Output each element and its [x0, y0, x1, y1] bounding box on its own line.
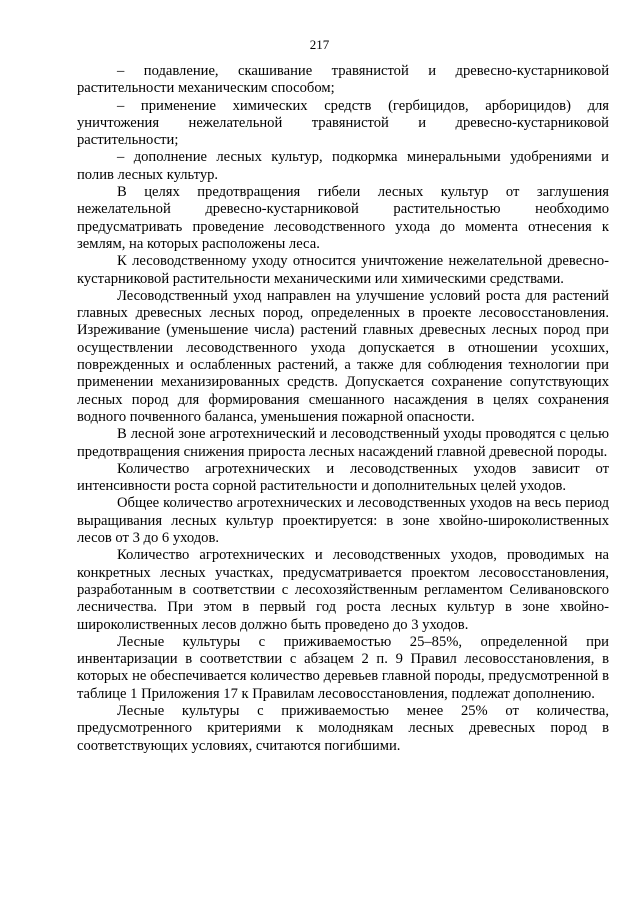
paragraph-survival-25-85: Лесные культуры с приживаемостью 25–85%, определенной при инвентаризации в соответствии с абзацем 2 п. 9 Правил лесовосстановления, в которых не обеспечивается количество деревьев главной породы, предусмотренной в таблице 1 Приложения 17 к Правилам лесовосстановления, подлежат дополнению. — [77, 633, 609, 702]
paragraph-prevent-loss: В целях предотвращения гибели лесных культур от заглушения нежелательной древесно-кустарниковой растительностью необходимо предусматривать проведение лесоводственного ухода до момента отнесения к землям, на которых расположены леса. — [77, 184, 609, 252]
paragraph-bullet-suppression: – подавление, скашивание травянистой и древесно-кустарниковой растительности механическим способом; — [77, 63, 609, 97]
paragraph-survival-below-25: Лесные культуры с приживаемостью менее 25% от количества, предусмотренного критериями к молоднякам лесных древесных пород в соответствующих условиях, считаются погибшими. — [77, 702, 609, 754]
paragraph-forest-zone-care: В лесной зоне агротехнический и лесоводственный уходы проводятся с целью предотвращения снижения прироста лесных насаждений главной древесной породы. — [77, 426, 609, 460]
page-number: 217 — [309, 37, 330, 52]
paragraph-silvicultural-care-definition: К лесоводственному уходу относится уничтожение нежелательной древесно-кустарниковой растительности механическими или химическими средствами. — [77, 253, 609, 287]
paragraph-care-on-plots: Количество агротехнических и лесоводственных уходов, проводимых на конкретных лесных участках, предусматривается проектом лесовосстановления, разработанным в соответствии с лесохозяйственным регламентом Селивановского лесничества. При этом в первый год роста лесных культур в зоне хвойно-широколиственных лесов должно быть проведено до 3 уходов. — [77, 547, 609, 633]
paragraph-care-quantity: Количество агротехнических и лесоводственных уходов зависит от интенсивности роста сорной растительности и дополнительных целей уходов. — [77, 460, 609, 495]
paragraph-silvicultural-care-purpose: Лесоводственный уход направлен на улучшение условий роста для растений главных древесных лесных пород, определенных в проекте лесовосстановления. Изреживание (уменьшение числа) растений главных древесных лесных пород при осуществлении лесоводственного ухода допускается в отношении усохших, поврежденных и ослабленных растений, а также для соблюдения технологии при применении механизированных средств. Допускается сохранение сопутствующих лесных пород для формирования смешанного насаждения в целях сохранения водного почвенного баланса, уменьшения пожарной опасности. — [77, 287, 609, 425]
paragraph-bullet-supplement: – дополнение лесных культур, подкормка минеральными удобрениями и полив лесных культур. — [77, 149, 609, 183]
paragraph-total-care-count: Общее количество агротехнических и лесоводственных уходов на весь период выращивания лесных культур проектируется: в зоне хвойно-широколиственных лесов от 3 до 6 уходов. — [77, 495, 609, 547]
paragraph-bullet-chemicals: – применение химических средств (гербицидов, арборицидов) для уничтожения нежелательной травянистой и древесно-кустарниковой растительности; — [77, 97, 609, 149]
document-body — [77, 63, 609, 755]
